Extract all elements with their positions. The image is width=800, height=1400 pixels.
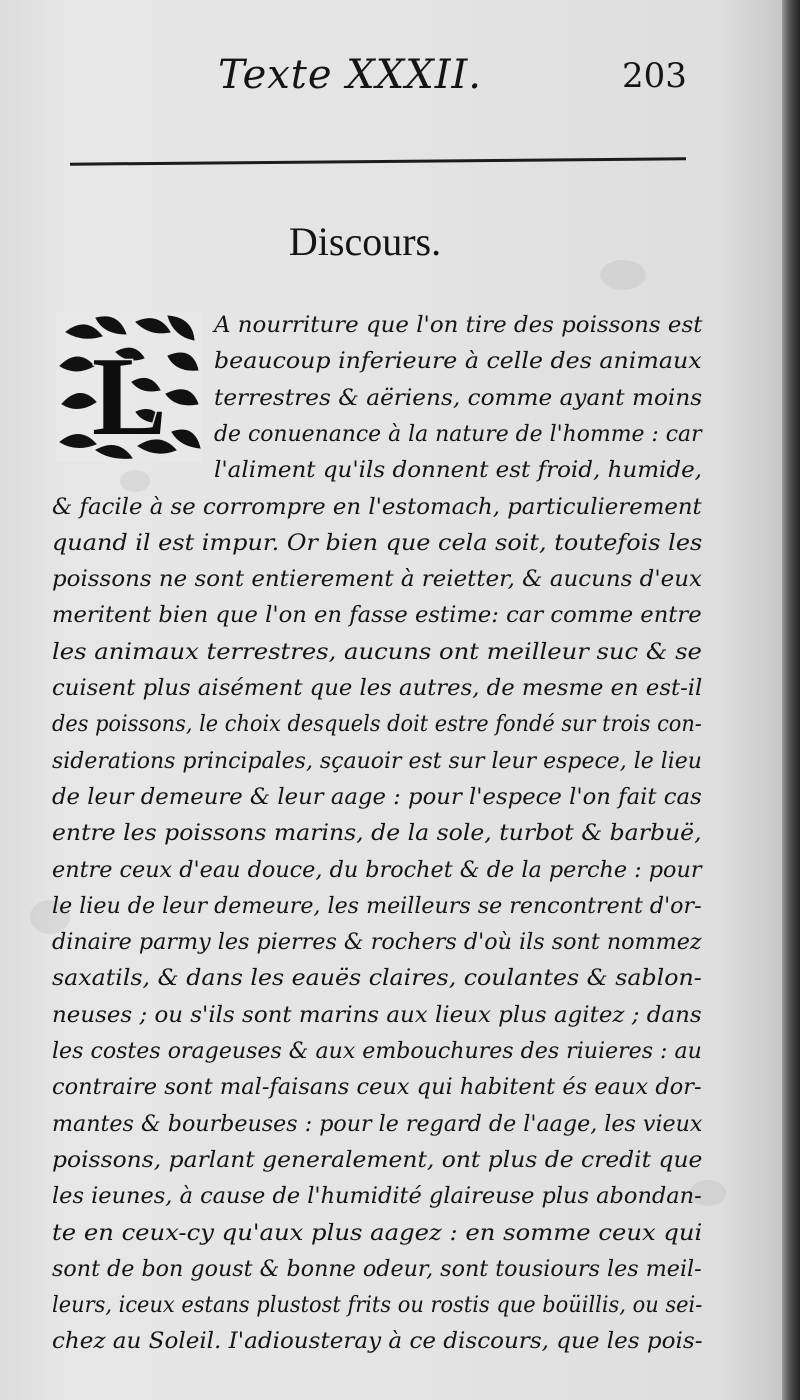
text-line: poissons, parlant generalement, ont plus de credit que bbox=[52, 1147, 703, 1173]
text-line: chez au Soleil. I'adiousteray à ce discours, que les pois- bbox=[52, 1329, 703, 1355]
text-line: saxatils, & dans les eauës claires, coulantes & sablon- bbox=[52, 966, 702, 992]
header-rule bbox=[70, 157, 686, 165]
text-line: l'aliment qu'ils donnent est froid, humide, bbox=[214, 458, 702, 484]
text-line: contraire sont mal-faisans ceux qui habitent és eaux dor- bbox=[52, 1075, 702, 1101]
text-line: cuisent plus aisément que les autres, de mesme en est-il bbox=[52, 676, 703, 701]
text-line: des poissons, le choix desquels doit estre fondé sur trois con- bbox=[52, 712, 702, 738]
text-line: poissons ne sont entierement à reietter, & aucuns d'eux bbox=[52, 567, 702, 593]
page-number: 203 bbox=[622, 56, 687, 96]
text-line: sont de bon goust & bonne odeur, sont tousiours les meil- bbox=[52, 1256, 702, 1282]
text-line: les costes orageuses & aux embouchures des riuieres : au bbox=[52, 1039, 702, 1064]
text-line: terrestres & aëriens, comme ayant moins bbox=[214, 385, 703, 411]
text-line: leurs, iceux estans plustost frits ou rostis que boüillis, ou sei- bbox=[52, 1293, 703, 1319]
text-line: quand il est impur. Or bien que cela soit, toutefois les bbox=[52, 530, 703, 556]
text-line: les ieunes, à cause de l'humidité glaireuse plus abondan- bbox=[52, 1184, 702, 1210]
text-line: mantes & bourbeuses : pour le regard de l'aage, les vieux bbox=[52, 1111, 703, 1137]
page-header bbox=[0, 52, 782, 112]
drop-cap-letter: L bbox=[92, 335, 167, 459]
page-edge bbox=[782, 0, 800, 1400]
text-line: beaucoup inferieure à celle des animaux bbox=[214, 349, 702, 375]
text-line: dinaire parmy les pierres & rochers d'où ils sont nommez bbox=[52, 930, 702, 956]
text-line: te en ceux-cy qu'aux plus aagez : en somme ceux qui bbox=[52, 1220, 703, 1246]
section-heading: Discours. bbox=[288, 219, 442, 264]
text-line: les animaux terrestres, aucuns ont meilleur suc & se bbox=[52, 639, 702, 665]
text-line: meritent bien que l'on en fasse estime: car comme entre bbox=[52, 603, 702, 629]
paper-stain bbox=[120, 470, 150, 492]
text-line: & facile à se corrompre en l'estomach, particulierement bbox=[52, 494, 702, 520]
text-line: neuses ; ou s'ils sont marins aux lieux plus agitez ; dans bbox=[52, 1002, 702, 1028]
text-line: A nourriture que l'on tire des poissons est bbox=[214, 313, 703, 338]
drop-cap-foliage-icon bbox=[56, 312, 202, 462]
text-line: le lieu de leur demeure, les meilleurs se rencontrent d'or- bbox=[52, 893, 702, 919]
text-line: de leur demeure & leur aage : pour l'espece l'on fait cas bbox=[52, 784, 702, 810]
ornamental-drop-cap bbox=[56, 312, 202, 462]
text-line: siderations principales, sçauoir est sur leur espece, le lieu bbox=[52, 748, 702, 774]
text-line: entre ceux d'eau douce, du brochet & de la perche : pour bbox=[52, 857, 702, 883]
text-line: de conuenance à la nature de l'homme : car bbox=[214, 421, 702, 447]
running-title: Texte XXXII. bbox=[218, 52, 483, 98]
text-line: entre les poissons marins, de la sole, turbot & barbuë, bbox=[52, 821, 702, 847]
